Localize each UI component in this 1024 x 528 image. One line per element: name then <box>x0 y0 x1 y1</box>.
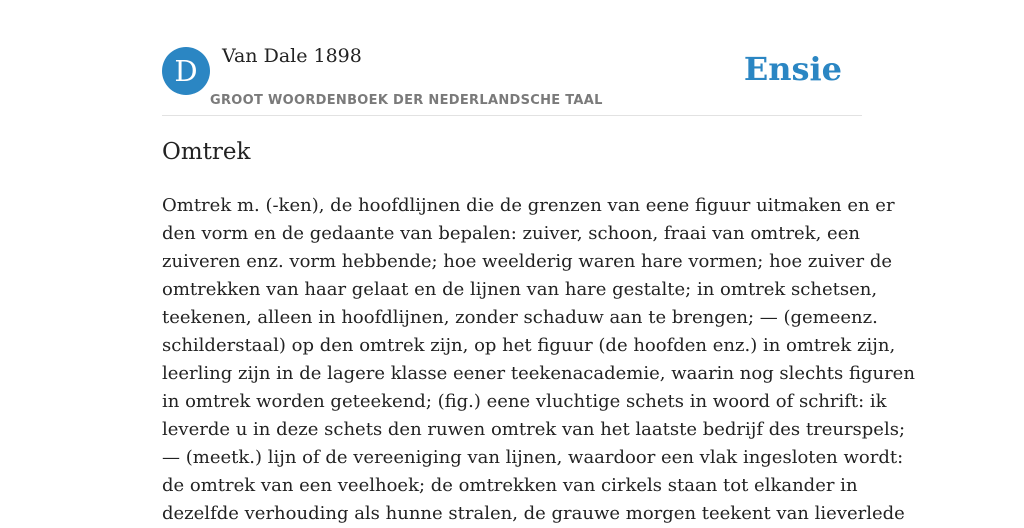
entry-headword: Omtrek <box>162 139 251 165</box>
definition-line: — (meetk.) lijn of de vereeniging van lijnen, waardoor een vlak ingesloten wordt: <box>162 447 904 468</box>
source-logo[interactable]: D <box>162 47 210 95</box>
definition-line: Omtrek m. (-ken), de hoofdlijnen die de grenzen van eene figuur uitmaken en er <box>162 195 895 216</box>
definition-line: schilderstaal) op den omtrek zijn, op het figuur (de hoofden enz.) in omtrek zijn, <box>162 335 896 356</box>
definition-line: de omtrek van een veelhoek; de omtrekken van cirkels staan tot elkander in <box>162 475 858 496</box>
brand-logo[interactable]: Ensie <box>743 50 842 88</box>
definition-line: zuiveren enz. vorm hebbende; hoe weelderig waren hare vormen; hoe zuiver de <box>162 251 893 272</box>
source-title[interactable]: Van Dale 1898 <box>222 45 362 67</box>
definition-line: teekenen, alleen in hoofdlijnen, zonder schaduw aan te brengen; — (gemeenz. <box>162 307 878 328</box>
header-divider <box>162 115 862 116</box>
entry-definition <box>162 192 915 528</box>
source-subtitle: GROOT WOORDENBOEK DER NEDERLANDSCHE TAAL <box>210 93 603 108</box>
definition-line: in omtrek worden geteekend; (fig.) eene vluchtige schets in woord of schrift: ik <box>162 391 887 412</box>
definition-line: dezelfde verhouding als hunne stralen, de grauwe morgen teekent van lieverlede <box>162 503 905 524</box>
definition-line: leerling zijn in de lagere klasse eener teekenacademie, waarin nog slechts figuren <box>162 363 915 384</box>
definition-line: omtrekken van haar gelaat en de lijnen van hare gestalte; in omtrek schetsen, <box>162 279 878 300</box>
definition-line: den vorm en de gedaante van bepalen: zuiver, schoon, fraai van omtrek, een <box>162 223 860 244</box>
definition-line: leverde u in deze schets den ruwen omtrek van het laatste bedrijf des treurspels; <box>162 419 906 440</box>
